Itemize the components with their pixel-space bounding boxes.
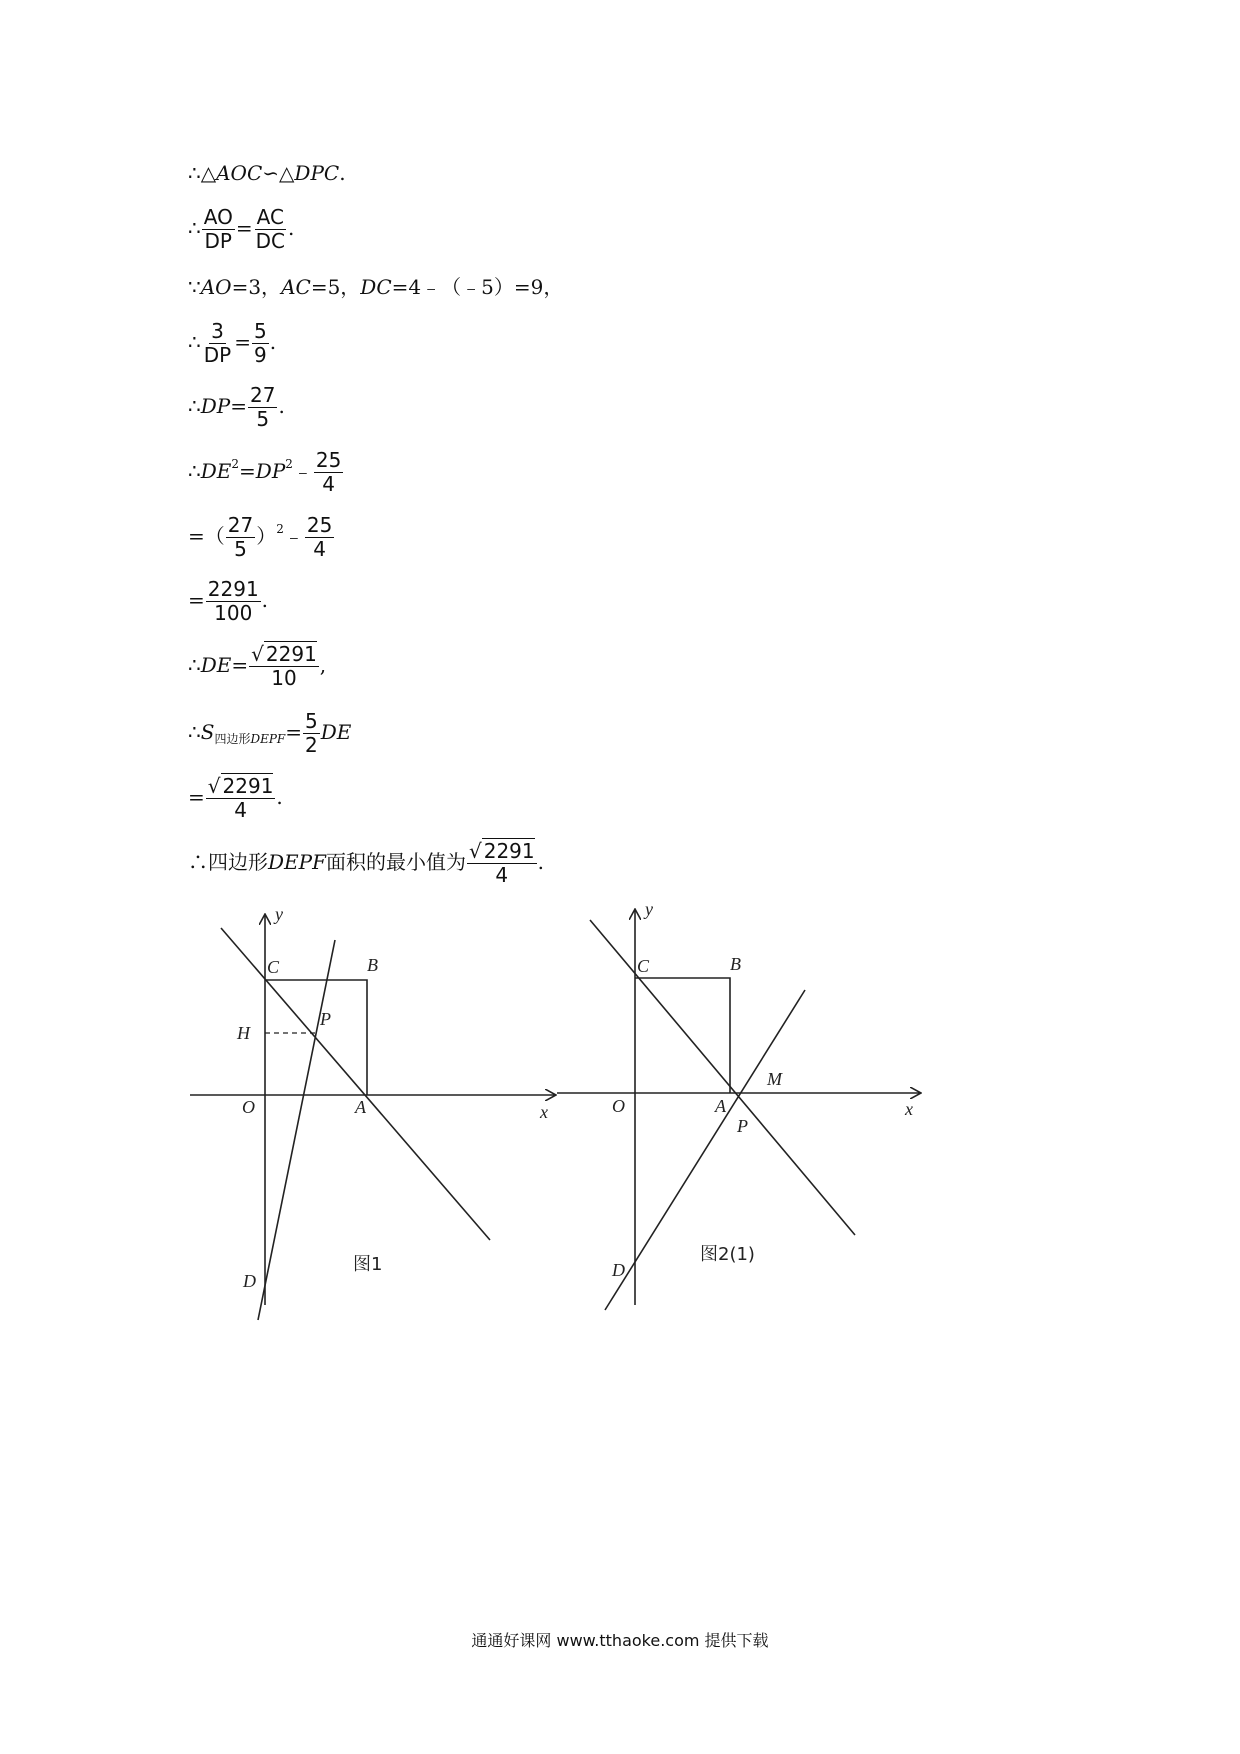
label-c: C — [267, 957, 280, 977]
text: DPC — [294, 161, 340, 185]
label-d: D — [243, 1271, 256, 1291]
line-similar-triangles — [188, 163, 346, 183]
text: ） — [256, 524, 277, 548]
line-area-value — [188, 775, 283, 822]
line-area-formula — [188, 710, 351, 757]
sqrt: √ 2291 — [468, 839, 535, 863]
text: . — [278, 394, 285, 418]
figure-caption: 图2(1) — [700, 1244, 755, 1265]
text: DEPF — [268, 850, 326, 874]
text: 面积的最小值为 — [325, 850, 466, 874]
fraction — [305, 514, 334, 561]
numerator: AC — [256, 205, 284, 229]
numerator — [206, 775, 276, 799]
numerator: 25 — [306, 513, 333, 537]
text: = — [188, 588, 205, 612]
line-de-squared — [188, 449, 344, 496]
text: . — [276, 785, 283, 809]
text: =4﹣（﹣5）=9， — [391, 275, 564, 299]
text: = — [239, 459, 256, 483]
numerator — [467, 840, 537, 864]
text: ∴ — [188, 459, 201, 483]
text: ∴△ — [188, 161, 217, 185]
rectangle-ocba — [635, 978, 730, 1093]
text: ∴四边形 — [188, 850, 268, 874]
fraction — [248, 384, 277, 431]
numerator: 5 — [253, 319, 267, 343]
text: ∵ — [188, 275, 201, 299]
denominator: 2 — [305, 733, 318, 757]
text: AC — [281, 275, 311, 299]
line-de-squared-step — [188, 514, 335, 561]
denominator: 9 — [253, 343, 267, 367]
text: ∴ — [188, 720, 201, 744]
text: ∴ — [188, 653, 201, 677]
text: DE — [320, 720, 352, 744]
label-a: A — [715, 1096, 726, 1116]
denominator: 4 — [313, 537, 326, 561]
fraction — [254, 206, 287, 253]
text: =（ — [188, 524, 225, 548]
text: DE — [200, 459, 232, 483]
text: DP — [200, 394, 231, 418]
text: = — [188, 785, 205, 809]
label-b: B — [367, 955, 378, 975]
numerator — [249, 643, 319, 667]
denominator: DP — [203, 343, 232, 367]
line-ca — [590, 920, 855, 1235]
text: ∴ — [188, 216, 201, 240]
line-dp-value — [188, 384, 285, 431]
denominator: DP — [204, 229, 232, 253]
line-de-value — [188, 643, 326, 690]
text: 四边形 — [214, 732, 251, 746]
fraction — [202, 206, 235, 253]
label-p: P — [737, 1116, 748, 1136]
label-o: O — [612, 1096, 625, 1116]
text: AOC — [216, 161, 263, 185]
fraction — [303, 710, 320, 757]
numerator: AO — [203, 205, 233, 229]
fraction — [206, 775, 276, 822]
fraction — [467, 840, 537, 887]
footer: 通通好课网 www.tthaoke.com 提供下载 — [471, 1631, 769, 1650]
fraction — [249, 643, 319, 690]
fraction — [206, 578, 261, 625]
numerator: 27 — [250, 383, 276, 407]
text: 2 — [276, 522, 284, 536]
text: = — [285, 720, 302, 744]
denominator: 4 — [234, 798, 247, 822]
label-o: O — [242, 1097, 255, 1117]
numerator: 3 — [211, 319, 224, 343]
sqrt: √ 2291 — [251, 642, 317, 666]
figure-2 — [555, 890, 935, 1320]
text: , — [319, 653, 327, 677]
fraction — [252, 320, 269, 367]
text: S — [200, 720, 215, 744]
text: . — [261, 588, 269, 612]
text: ∽△ — [262, 161, 295, 185]
text: = — [234, 330, 251, 354]
radicand: 2291 — [222, 774, 274, 798]
numerator: 27 — [227, 513, 254, 537]
label-x: x — [540, 1102, 548, 1122]
text: ﹣ — [292, 459, 313, 483]
line-de-squared-result — [188, 578, 268, 625]
text: ∴ — [188, 330, 201, 354]
label-d: D — [612, 1260, 625, 1280]
text: =5， — [310, 275, 361, 299]
text: = — [235, 216, 253, 240]
text: . — [537, 850, 544, 874]
label-c: C — [637, 956, 650, 976]
text: DEPF — [250, 732, 286, 746]
fraction — [202, 320, 233, 367]
subscript — [214, 732, 285, 746]
fraction — [226, 514, 255, 561]
text: AO — [200, 275, 232, 299]
figure-1 — [185, 895, 565, 1325]
denominator: 5 — [256, 407, 270, 431]
fraction — [314, 449, 343, 496]
label-p: P — [320, 1009, 331, 1029]
denominator: 4 — [322, 472, 336, 496]
denominator: 10 — [271, 666, 297, 690]
label-m: M — [767, 1069, 782, 1089]
line-given-values — [188, 277, 563, 297]
text: ∴ — [188, 394, 201, 418]
text: DP — [255, 459, 286, 483]
numerator: 25 — [315, 448, 342, 472]
figure-caption: 图1 — [353, 1254, 383, 1275]
label-a: A — [355, 1097, 366, 1117]
text: . — [269, 330, 277, 354]
text: = — [230, 394, 247, 418]
text: DE — [200, 653, 232, 677]
text: ﹣ — [283, 524, 304, 548]
text: . — [287, 216, 295, 240]
line-dp — [258, 940, 335, 1320]
text: = — [231, 653, 249, 677]
text: . — [339, 161, 346, 185]
radicand: 2291 — [483, 839, 535, 863]
text: =3， — [231, 275, 282, 299]
line-conclusion — [188, 840, 544, 887]
label-y: y — [645, 899, 653, 919]
numerator: 2291 — [207, 577, 259, 601]
denominator: 100 — [214, 601, 253, 625]
label-h: H — [237, 1023, 250, 1043]
denominator: DC — [255, 229, 285, 253]
sqrt: √ 2291 — [207, 774, 274, 798]
text: 2 — [285, 457, 293, 471]
line-substitute — [188, 320, 276, 367]
label-y: y — [275, 904, 283, 924]
line-ratio — [188, 206, 294, 253]
denominator: 5 — [234, 537, 247, 561]
text: 2 — [231, 457, 240, 471]
line-ca — [221, 928, 490, 1240]
label-x: x — [905, 1099, 913, 1119]
denominator: 4 — [495, 863, 509, 887]
text: DC — [360, 275, 392, 299]
label-b: B — [730, 954, 741, 974]
numerator: 5 — [305, 709, 318, 733]
radicand: 2291 — [265, 642, 317, 666]
